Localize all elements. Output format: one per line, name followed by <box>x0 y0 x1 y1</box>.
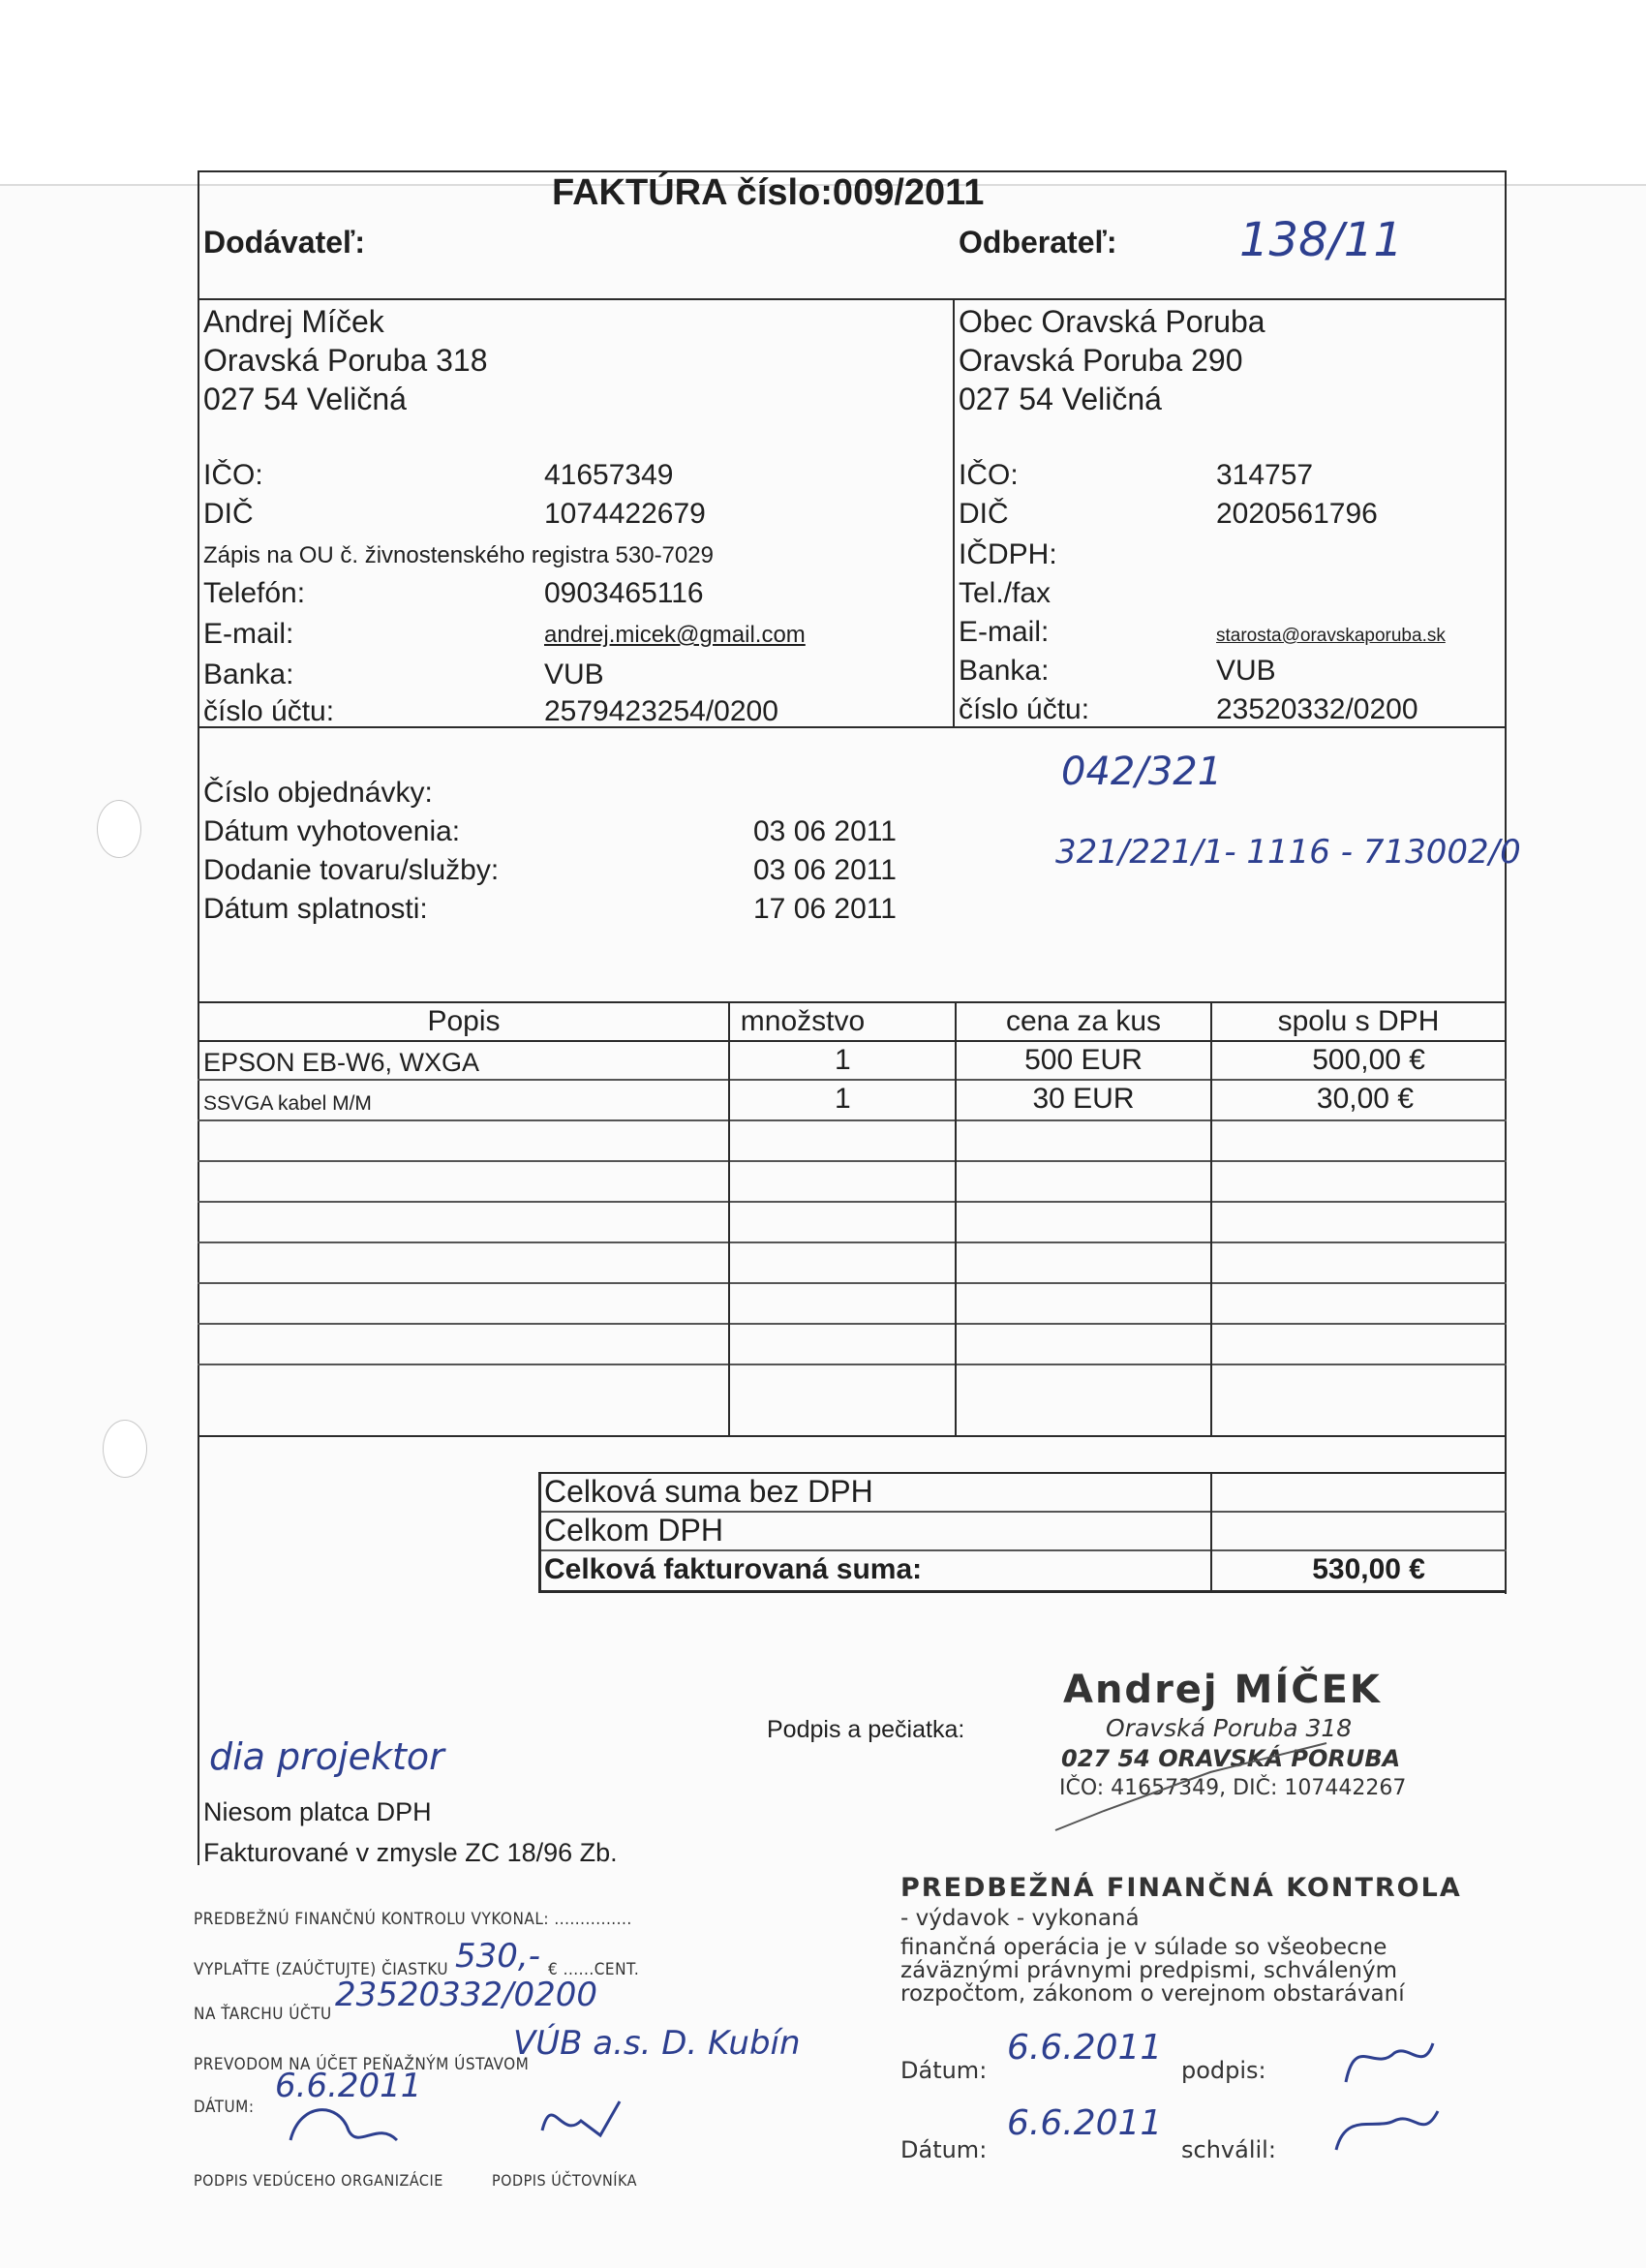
supplier-city: 027 54 Veličná <box>203 382 407 416</box>
invoice-basis-note: Fakturované v zmysle ZC 18/96 Zb. <box>203 1838 618 1867</box>
control-performed-line: PREDBEŽNÚ FINANČNÚ KONTROLU VYKONAL: ............... <box>194 1910 632 1929</box>
row-total: 500,00 € <box>1312 1044 1425 1076</box>
customer-dic: 2020561796 <box>1216 498 1378 530</box>
signature-scribble <box>1036 1733 1356 1840</box>
financial-control-text-1: finančná operácia je v súlade so všeobecne <box>900 1935 1387 1960</box>
debit-account-handwritten: 23520332/0200 <box>335 1976 598 2014</box>
invoice-total-label: Celková fakturovaná suma: <box>544 1553 923 1585</box>
supplier-account: 2579423254/0200 <box>544 695 778 727</box>
supplier-bank: VUB <box>544 659 604 690</box>
bank-transfer-label: PREVODOM NA ÚČET PEŇAŽNÝM ÚSTAVOM <box>194 2055 530 2074</box>
due-date: 17 06 2011 <box>753 893 897 925</box>
handwritten-order-number: 042/321 <box>1061 750 1223 794</box>
net-total-label: Celková suma bez DPH <box>544 1474 873 1509</box>
control-date-label-2: Dátum: <box>900 2136 988 2163</box>
financial-control-title: PREDBEŽNÁ FINANČNÁ KONTROLA <box>900 1873 1462 1903</box>
customer-name: Obec Oravská Poruba <box>959 304 1265 339</box>
row-description: SSVGA kabel M/M <box>203 1092 372 1115</box>
col-header-quantity: množstvo <box>740 1005 866 1037</box>
issued-date-label: Dátum vyhotovenia: <box>203 815 461 847</box>
amount-handwritten: 530,- <box>455 1937 540 1976</box>
due-date-label: Dátum splatnosti: <box>203 893 428 925</box>
handwritten-ref: 138/11 <box>1239 213 1403 267</box>
stamp-city: 027 54 ORAVSKÁ PORUBA <box>1061 1745 1401 1772</box>
delivery-date-label: Dodanie tovaru/služby: <box>203 854 500 886</box>
supplier-street: Oravská Poruba 318 <box>203 343 488 378</box>
customer-icdph-label: IČDPH: <box>959 538 1057 570</box>
supplier-registry: Zápis na OU č. živnostenského registra 530-7029 <box>203 542 714 568</box>
stamp-street: Oravská Poruba 318 <box>1106 1714 1353 1742</box>
col-header-description: Popis <box>427 1005 501 1037</box>
customer-ico: 314757 <box>1216 459 1314 491</box>
control-date-2: 6.6.2011 <box>1007 2103 1163 2143</box>
control-date-label-1: Dátum: <box>900 2057 988 2084</box>
paper-sheet <box>0 184 1646 2268</box>
supplier-phone: 0903465116 <box>544 577 704 609</box>
invoice-total: 530,00 € <box>1312 1553 1425 1585</box>
amount-label: VYPLAŤTE (ZAÚČTUJTE) ČIASTKU <box>194 1960 449 1979</box>
supplier-dic-label: DIČ <box>203 498 254 530</box>
supplier-ico-label: IČO: <box>203 459 263 491</box>
customer-account: 23520332/0200 <box>1216 693 1418 725</box>
punch-hole <box>103 1420 147 1478</box>
delivery-date: 03 06 2011 <box>753 854 897 886</box>
customer-bank: VUB <box>1216 655 1276 687</box>
customer-label: Odberateľ: <box>959 225 1117 260</box>
issued-date: 03 06 2011 <box>753 815 897 847</box>
signature-label: Podpis a pečiatka: <box>767 1716 965 1743</box>
handwritten-signatures <box>271 2082 736 2160</box>
debit-account-label: NA ŤARCHU ÚČTU <box>194 2005 332 2024</box>
control-date-label: DÁTUM: <box>194 2098 255 2117</box>
supplier-email[interactable]: andrej.micek@gmail.com <box>544 622 806 648</box>
row-unit-price: 30 EUR <box>1032 1083 1135 1115</box>
financial-control-subtitle: - výdavok - vykonaná <box>900 1906 1140 1931</box>
director-signature-label: PODPIS VEDÚCEHO ORGANIZÁCIE <box>194 2171 443 2190</box>
supplier-bank-label: Banka: <box>203 659 294 690</box>
handwritten-budget-code: 321/221/1- 1116 - 713002/0 <box>1055 833 1521 872</box>
supplier-account-label: číslo účtu: <box>203 695 335 727</box>
customer-street: Oravská Poruba 290 <box>959 343 1243 378</box>
supplier-phone-label: Telefón: <box>203 577 306 609</box>
amount-unit: € ......CENT. <box>548 1960 640 1979</box>
supplier-label: Dodávateľ: <box>203 225 366 260</box>
customer-tel-label: Tel./fax <box>959 577 1052 609</box>
supplier-ico: 41657349 <box>544 459 674 491</box>
col-header-total: spolu s DPH <box>1277 1005 1440 1037</box>
customer-city: 027 54 Veličná <box>959 382 1162 416</box>
handwritten-note: dia projektor <box>209 1735 444 1778</box>
control-signatures <box>1317 2014 1452 2160</box>
control-sign-label: podpis: <box>1181 2057 1266 2084</box>
customer-account-label: číslo účtu: <box>959 693 1090 725</box>
customer-bank-label: Banka: <box>959 655 1050 687</box>
customer-email-label: E-mail: <box>959 616 1050 648</box>
financial-control-text-2: záväznými právnymi predpismi, schváleným <box>900 1958 1398 1983</box>
invoice-title: FAKTÚRA číslo:009/2011 <box>552 172 985 213</box>
row-total: 30,00 € <box>1316 1083 1414 1115</box>
supplier-dic: 1074422679 <box>544 498 706 530</box>
supplier-email-label: E-mail: <box>203 618 294 650</box>
stamp-name: Andrej MÍČEK <box>1063 1668 1382 1712</box>
control-approved-label: schválil: <box>1181 2136 1276 2163</box>
row-description: EPSON EB-W6, WXGA <box>203 1048 480 1077</box>
customer-email[interactable]: starosta@oravskaporuba.sk <box>1216 626 1446 646</box>
vat-note: Niesom platca DPH <box>203 1797 432 1826</box>
supplier-name: Andrej Míček <box>203 304 384 339</box>
order-number-label: Číslo objednávky: <box>203 777 433 809</box>
control-date-1: 6.6.2011 <box>1007 2028 1163 2068</box>
stamp-ids: IČO: 41657349, DIČ: 107442267 <box>1059 1776 1407 1800</box>
row-quantity: 1 <box>835 1083 851 1115</box>
col-header-unit-price: cena za kus <box>1005 1005 1162 1037</box>
accountant-signature-label: PODPIS ÚČTOVNÍKA <box>492 2171 638 2190</box>
punch-hole <box>97 800 141 858</box>
financial-control-text-3: rozpočtom, zákonom o verejnom obstarávaní <box>900 1981 1405 2007</box>
control-date-handwritten: 6.6.2011 <box>275 2067 422 2105</box>
row-quantity: 1 <box>835 1044 851 1076</box>
bank-handwritten: VÚB a.s. D. Kubín <box>513 2024 801 2063</box>
customer-dic-label: DIČ <box>959 498 1009 530</box>
vat-total-label: Celkom DPH <box>544 1513 723 1548</box>
customer-ico-label: IČO: <box>959 459 1019 491</box>
row-unit-price: 500 EUR <box>1024 1044 1143 1076</box>
